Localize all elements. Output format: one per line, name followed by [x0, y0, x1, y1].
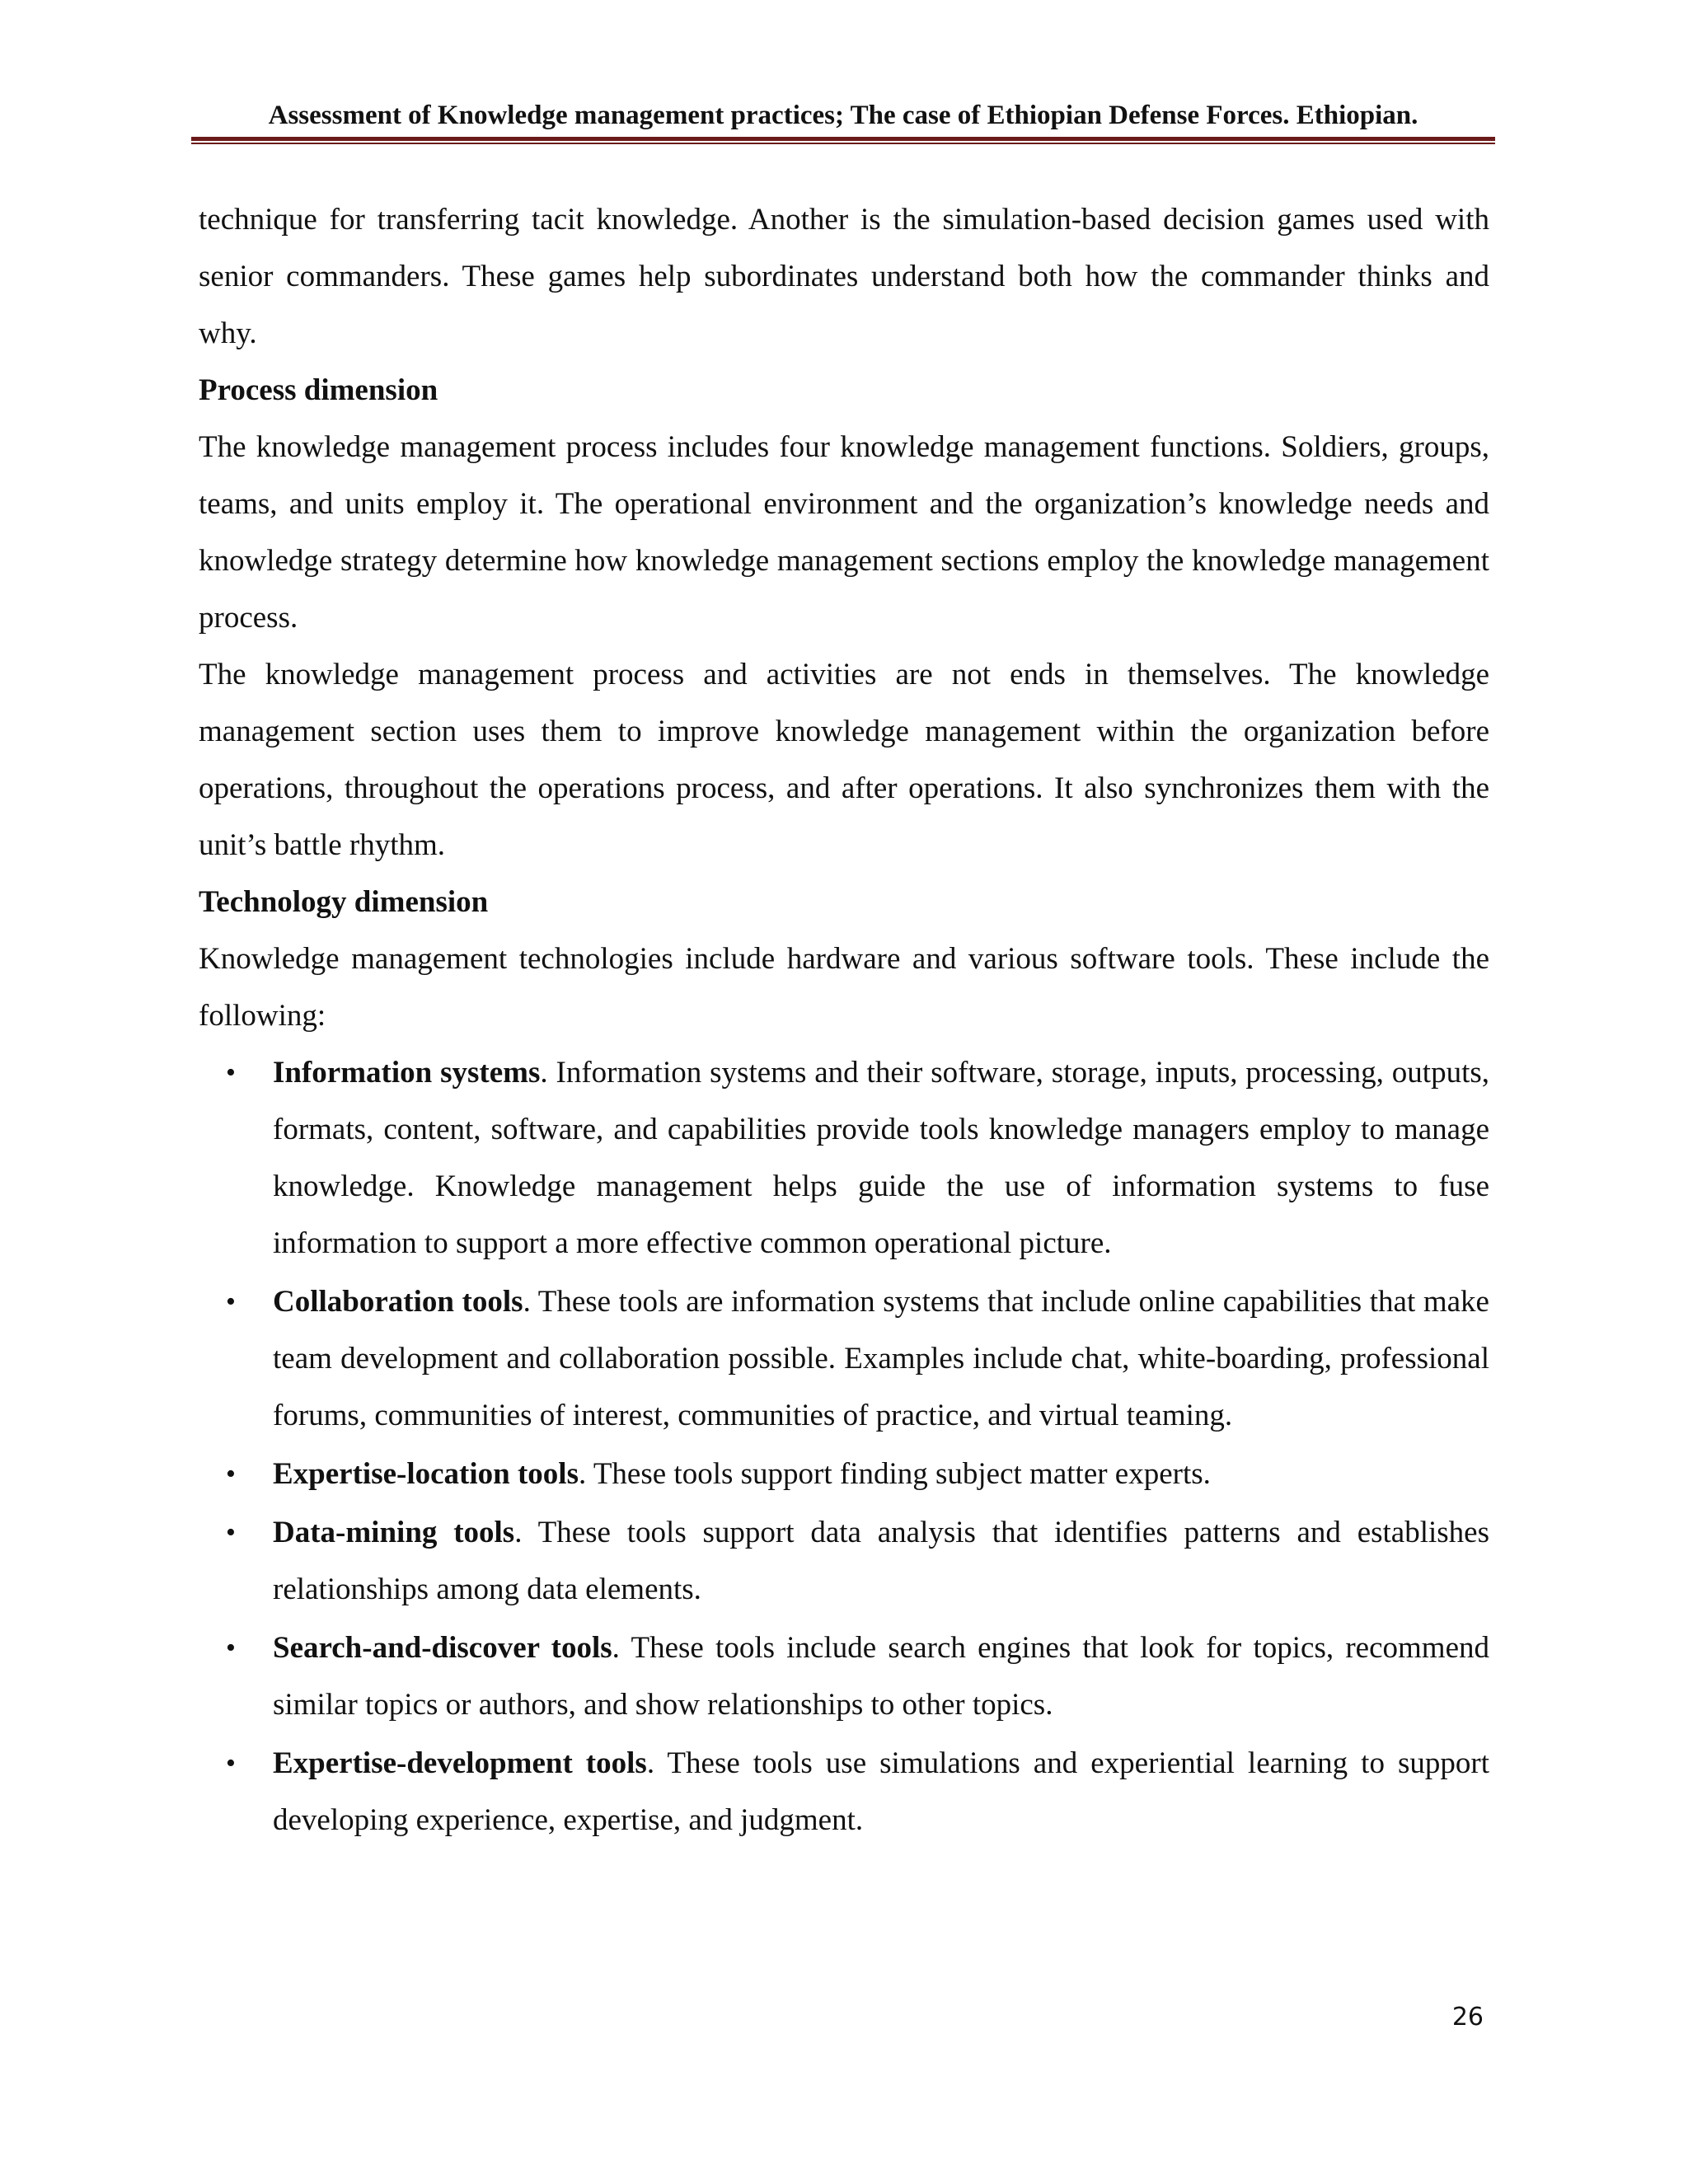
process-dimension-heading: Process dimension	[199, 373, 438, 407]
process-paragraph-2: The knowledge management process and activities are not ends in themselves. The knowledge management section uses them to improve knowledge management within the organization before operations, throughout the operations process, and after operations. It also synchronizes them with the unit’s battle rhythm.	[199, 658, 1489, 862]
technology-paragraph: Knowledge management technologies include hardware and various software tools. These include the following:	[199, 942, 1489, 1033]
bullet-term: Expertise-location tools	[273, 1457, 579, 1491]
intro-paragraph: technique for transferring tacit knowledge. Another is the simulation-based decision games used with senior commanders. These games help subordinates understand both how the commander thinks and why.	[199, 203, 1489, 350]
list-item-expertise-location-tools	[199, 1446, 1489, 1502]
bullet-icon: •	[226, 1286, 236, 1317]
running-header: Assessment of Knowledge management practices; The case of Ethiopian Defense Forces. Ethiopian.	[268, 101, 1418, 130]
bullet-term: Information systems	[273, 1056, 541, 1090]
bullet-text: . These tools support finding subject matter experts.	[578, 1457, 1211, 1491]
bullet-text: . These tools use simulations and experiential learning to support developing experience, expertise, and judgment.	[273, 1746, 1489, 1837]
bullet-term: Search-and-discover tools	[273, 1631, 612, 1665]
bullet-term: Collaboration tools	[273, 1285, 523, 1319]
bullet-text: . These tools include search engines that look for topics, recommend similar topics or authors, and show relationships to other topics.	[273, 1631, 1489, 1722]
technology-dimension-heading: Technology dimension	[199, 885, 489, 919]
page-number: 26	[1451, 2003, 1484, 2032]
process-paragraph-1: The knowledge management process includes four knowledge management functions. Soldiers, groups, teams, and units employ it. The operational environment and the organization’s knowledge needs and knowledge strategy determine how knowledge management sections employ the knowledge management process.	[199, 430, 1489, 635]
bullet-term: Data-mining tools	[273, 1516, 515, 1549]
page-body	[199, 191, 1489, 1850]
list-item-collaboration-tools	[199, 1273, 1489, 1444]
bullet-icon: •	[226, 1748, 236, 1779]
bullet-text: . These tools are information systems that include online capabilities that make team development and collaboration possible. Examples include chat, white-boarding, professional forums, communities of interest, communities of practice, and virtual teaming.	[273, 1285, 1489, 1432]
bullet-icon: •	[226, 1517, 236, 1548]
list-item-expertise-development-tools	[199, 1735, 1489, 1849]
bullet-text: . These tools support data analysis that identifies patterns and establishes relationships among data elements.	[273, 1516, 1490, 1606]
list-item-search-and-discover-tools	[199, 1619, 1489, 1733]
bullet-icon: •	[226, 1459, 236, 1489]
technology-tools-list	[199, 1044, 1489, 1849]
header-rule-thin	[191, 143, 1495, 144]
header-rule-thick	[191, 137, 1495, 141]
list-item-data-mining-tools	[199, 1504, 1489, 1618]
list-item-information-systems	[199, 1044, 1489, 1272]
bullet-text: . Information systems and their software, storage, inputs, processing, outputs, formats, content, software, and capabilities provide tools knowledge managers employ to manage knowledge. Knowledge management helps guide the use of information systems to fuse information to support a more effective common operational picture.	[273, 1056, 1489, 1260]
bullet-icon: •	[226, 1633, 236, 1663]
bullet-term: Expertise-development tools	[273, 1746, 647, 1780]
bullet-icon: •	[226, 1057, 236, 1088]
